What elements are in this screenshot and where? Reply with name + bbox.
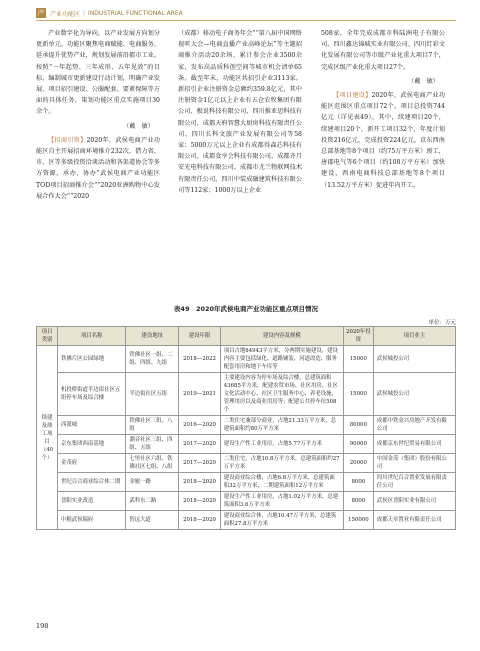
- table-row: [37, 373, 456, 416]
- section-tag: 【招商引资】: [48, 136, 87, 144]
- section-tag: 【项目建设】: [333, 92, 372, 100]
- paragraph: 产业数字化为导向，以产业发展方向划分更新单元。功能区聚焦电商赋能、电商服务、延承提升优势产业，规划发展前沿都市工业。按照“一年起势、三年成形、五年见效”的目标，编制城市更新建设行动计划，明确产业发展、项目招引建设、公服配套、要素保障等方面的具体任务，策划功能区重点实施项目30余个。: [36, 30, 160, 116]
- table-row: [37, 473, 456, 492]
- cell-years: 2018—2020: [179, 473, 220, 492]
- table-row: [37, 492, 456, 511]
- cell-content: 二类住宅，占地10.8万平方米，总建筑面积约27万平方米: [220, 454, 343, 473]
- cell-addr: 铁佛社区一组、二组、四组、九组: [126, 346, 179, 373]
- cell-name: 西派城: [57, 416, 125, 435]
- cell-addr: 金履一路: [126, 473, 179, 492]
- cell-owner: 中国金茂（集团）股份有限公司: [373, 454, 455, 473]
- paragraph: 508家，全年完成成都市科陆洲电子有限公司、四川鑫达锦城实业有限公司、四川灯彩文化发展有限公司等市级产业化重大项目7个，完成区级产业化重大项目27个。: [321, 30, 445, 71]
- text-column-1: [36, 28, 160, 202]
- cell-owner: 武侯城投公司: [373, 373, 455, 416]
- author-signature: （戴 敏）: [123, 122, 154, 130]
- cell-content: 二类住宅兼部分商业，占地21.33万平方米，总建筑面积约80万平方米: [220, 416, 343, 435]
- cell-years: 2019—2021: [179, 373, 220, 416]
- cell-years: 2018—2020: [179, 511, 220, 530]
- header-cell: 建设内容及规模: [220, 327, 343, 346]
- table-row: [37, 346, 456, 373]
- paragraph: 【项目建设】2020年，武侯电商产业功能区范围区重点项目72个，项目总投资744亿元（详见表49）。其中，续建项目20个，续建项目20个，新开工项目32个，年度计划投资216亿元，完成投资224亿元。京东西南总部基地等8个项目（约75万平方米）竣工，唐郡电气等6个项目（约108万平方米）加快建设，西南电商科技总部基地等8个项目（13.52万平方米）促进年内开工。: [321, 92, 445, 189]
- cell-content: 建设生产性工业用房，占地1.02万平方米，总建筑面积3.6万平方米: [220, 492, 343, 511]
- cell-invest: 150000: [343, 511, 373, 530]
- text-column-2: [178, 28, 302, 196]
- table-header-row: [37, 327, 456, 346]
- cell-invest: 20000: [343, 454, 373, 473]
- table-row: [37, 511, 456, 530]
- cell-addr: 武科东二路: [126, 492, 179, 511]
- table-unit: 单位：万元: [428, 320, 456, 326]
- cell-name: 世纪百合商业综合体二期: [57, 473, 125, 492]
- cell-addr: 七里社区六组、铁佛社区七组、八组: [126, 454, 179, 473]
- projects-table: [36, 326, 456, 530]
- cell-invest: 15000: [343, 373, 373, 416]
- cell-name: 铁佛片区公园绿地: [57, 346, 125, 373]
- cell-addr: 智远大道: [126, 511, 179, 530]
- running-header: [36, 6, 456, 20]
- header-cell: 项目类别: [37, 327, 58, 346]
- category-cell: 续建及竣工项目（40个）: [37, 346, 58, 530]
- section-logo-icon: 产: [37, 9, 45, 17]
- section-title-cn: 产业功能区: [50, 10, 81, 18]
- cell-content: 建设商业综合楼，占地6.8万平方米，总建筑面积32万平方米，二期建筑面积12万平方米: [220, 473, 343, 492]
- cell-content: 建设商业综合体，占地10.47万平方米，总建筑面积27.8万平方米: [220, 511, 343, 530]
- cell-addr: 潮音社区三组、四组、五组: [126, 435, 179, 454]
- cell-content: 建设生产性工业用房，占地5.77万平方米: [220, 435, 343, 454]
- cell-years: 2018—2020: [179, 492, 220, 511]
- header-cell: 建设地址: [126, 327, 179, 346]
- cell-owner: 成都京东世纪贸易有限公司: [373, 435, 455, 454]
- cell-owner: 武侯城投公司: [373, 346, 455, 373]
- cell-owner: 四川世纪百合置业发展有限责任公司: [373, 473, 455, 492]
- cell-name: 中粮武侯瑞府: [57, 511, 125, 530]
- cell-content: 项目占地84943平方米，分两期实施建设，建设内容主要包括绿化、道路铺装、河道改造、服务配套用房和地下车库等: [220, 346, 343, 373]
- header-cell: 项目名称: [57, 327, 125, 346]
- cell-years: 2018—2022: [179, 346, 220, 373]
- cell-name: 机投桥街道半边街社区五组停车场及综合楼: [57, 373, 125, 416]
- text-column-3: [321, 28, 445, 191]
- header-separator: |: [83, 9, 86, 17]
- table-row: [37, 416, 456, 435]
- cell-name: 金茂府: [57, 454, 125, 473]
- cell-invest: 15000: [343, 346, 373, 373]
- paragraph: （成都）移动电子商务年会”“第八届中国网络视听大会—电商直播产业高峰论坛”等主题招商推介活动20余场，累计参会企业3500余家，发布高品质科创空间等城市机会清单65条。截至年末，功能区共招引企业3113家。新招引企业注册资金总额约359.8亿元，其中注册资金1亿元以上企业有五仓农牧集团有限公司、极说科技有限公司、四川推亚思科技有限公司、成都天府智慧大厨房科技有限责任公司、四川长科文旅产业发展有限公司等58家；5000万元以上企业有成都得森芯科技有限公司、成都食享会科技有限公司、成都齐月安光电科技有限公司、成都市尤兰物联网技术有限责任公司、四川中装成融建筑科技有限公司等112家；1000万以上企业: [178, 30, 302, 194]
- cell-invest: 8000: [343, 492, 373, 511]
- table-caption: 表49 2020年武侯电商产业功能区重点项目情况: [173, 305, 319, 313]
- cell-years: 2017—2020: [179, 435, 220, 454]
- cell-years: 2017—2020: [179, 454, 220, 473]
- cell-owner: 成都中铁金兴房地产开发有限公司: [373, 416, 455, 435]
- header-cell: 2020年投资: [343, 327, 373, 346]
- header-cell: 建设年限: [179, 327, 220, 346]
- cell-addr: 半边街社区五组: [126, 373, 179, 416]
- cell-name: 京东集团西南基地: [57, 435, 125, 454]
- cell-invest: 90000: [343, 435, 373, 454]
- cell-addr: 铁佛社区三组、八组: [126, 416, 179, 435]
- cell-invest: 80000: [343, 416, 373, 435]
- section-title-en: INDUSTRIAL FUNCTIONAL AREA: [88, 9, 183, 17]
- page-number: 198: [36, 622, 49, 630]
- cell-owner: 成都天章置业有限责任公司: [373, 511, 455, 530]
- header-cell: 项目业主: [373, 327, 455, 346]
- table-row: [37, 435, 456, 454]
- table-row: [37, 454, 456, 473]
- cell-content: 主要建设内容为停车场及综合楼，总建筑面积43685平方米，配建农贸市场、社区用房、社区文化活动中心、社区卫生服务中心、养老设施、管理用房以及商业用房等；配建公共停车位508个: [220, 373, 343, 416]
- cell-name: 晋阳实业改造: [57, 492, 125, 511]
- paragraph: 【招商引资】2020年，武侯电商产业功能区自主开展招商环境推介232次，借力省、市、区等多级投资洽谈活动和各渠道协会等多方资源，承办、协办“武侯电商产业功能区TOD项目招商推介会”“2020亚洲购物中心发展合作大会”“2020: [36, 136, 160, 200]
- author-signature: （戴 敏）: [408, 77, 439, 85]
- header-rule: [36, 20, 456, 21]
- cell-years: 2016—2020: [179, 416, 220, 435]
- cell-invest: 8000: [343, 473, 373, 492]
- cell-owner: 武侯区晋阳实业有限公司: [373, 492, 455, 511]
